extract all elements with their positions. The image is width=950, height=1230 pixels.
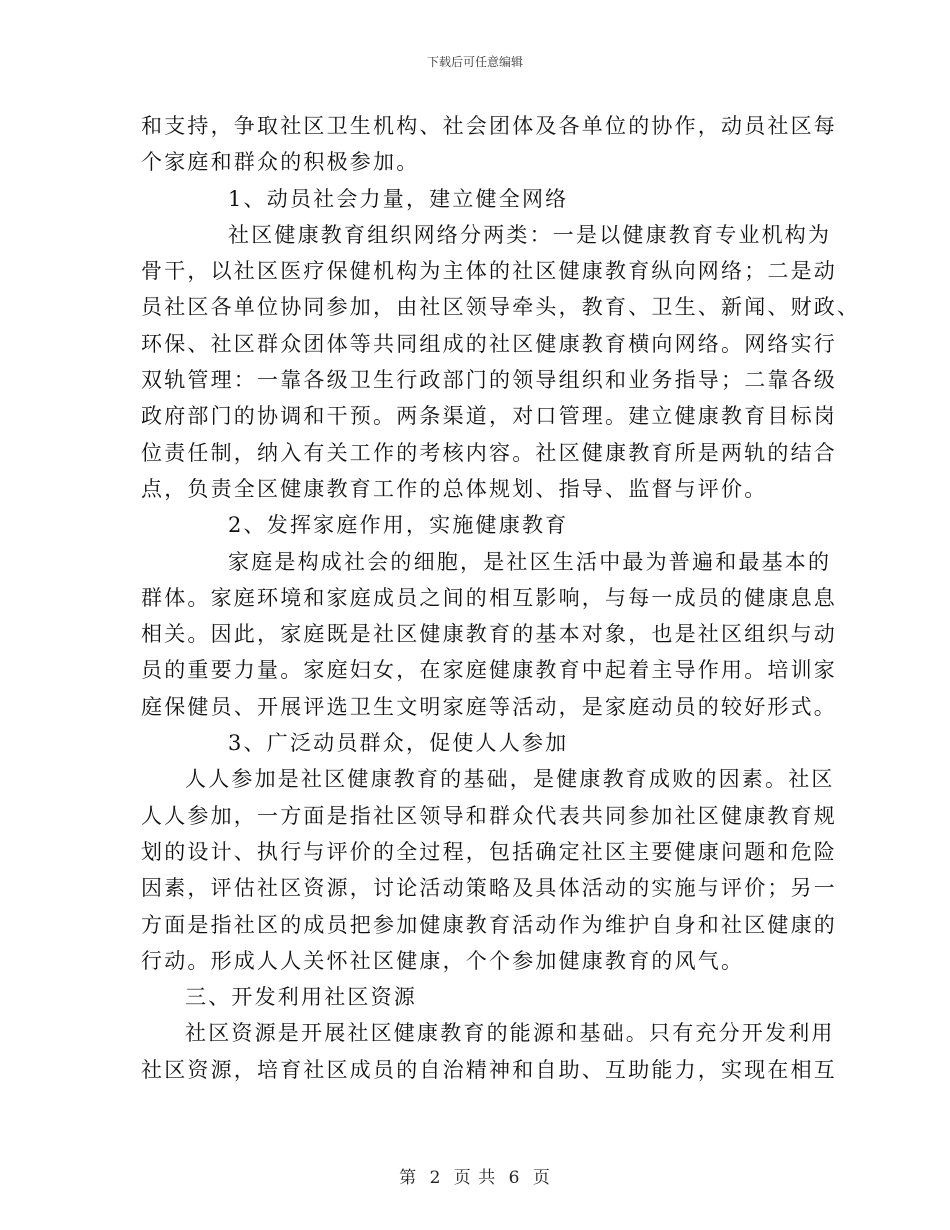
paragraph-line: 庭保健员、开展评选卫生文明家庭等活动，是家庭动员的较好形式。: [141, 694, 837, 719]
footer-prefix: 第: [399, 1168, 418, 1188]
total-pages-number: 6: [508, 1168, 521, 1188]
paragraph-line: 社区健康教育组织网络分两类：一是以健康教育专业机构为: [228, 222, 832, 247]
paragraph-line: 群体。家庭环境和家庭成员之间的相互影响，与每一成员的健康息息: [141, 585, 837, 610]
section-heading: 3、广泛动员群众，促使人人参加: [228, 731, 569, 756]
section-heading: 三、开发利用社区资源: [185, 985, 417, 1010]
paragraph-line: 位责任制，纳入有关工作的考核内容。社区健康教育所是两轨的结合: [141, 440, 837, 465]
section-heading: 2、发挥家庭作用，实施健康教育: [228, 513, 569, 538]
paragraph-line: 双轨管理：一靠各级卫生行政部门的领导组织和业务指导；二靠各级: [141, 368, 837, 393]
footer-suffix: 页: [532, 1168, 551, 1188]
section-heading: 1、动员社会力量，建立健全网络: [228, 186, 569, 211]
paragraph-line: 政府部门的协调和干预。两条渠道，对口管理。建立健康教育目标岗: [141, 404, 837, 429]
paragraph-line: 家庭是构成社会的细胞，是社区生活中最为普遍和最基本的: [228, 549, 832, 574]
paragraph-line: 人人参加是社区健康教育的基础，是健康教育成败的因素。社区: [185, 767, 835, 792]
page-footer: [0, 1163, 950, 1188]
paragraph-line: 划的设计、执行与评价的全过程，包括确定社区主要健康问题和危险: [141, 839, 837, 864]
paragraph-line: 个家庭和群众的积极参加。: [141, 150, 420, 175]
paragraph-line: 社区资源，培育社区成员的自治精神和自助、互助能力，实现在相互: [141, 1057, 837, 1082]
paragraph-line: 员的重要力量。家庭妇女，在家庭健康教育中起着主导作用。培训家: [141, 658, 837, 683]
paragraph-line: 环保、社区群众团体等共同组成的社区健康教育横向网络。网络实行: [141, 331, 837, 356]
paragraph-line: 社区资源是开展社区健康教育的能源和基础。只有充分开发利用: [185, 1021, 835, 1046]
paragraph-line: 人人参加，一方面是指社区领导和群众代表共同参加社区健康教育规: [141, 803, 837, 828]
footer-middle: 页 共: [453, 1168, 497, 1188]
header-note: 下载后可任意编辑: [426, 55, 523, 69]
paragraph-line: 方面是指社区的成员把参加健康教育活动作为维护自身和社区健康的: [141, 912, 837, 937]
paragraph-line: 因素，评估社区资源，讨论活动策略及具体活动的实施与评价；另一: [141, 876, 837, 901]
paragraph-line: 行动。形成人人关怀社区健康，个个参加健康教育的风气。: [141, 948, 745, 973]
paragraph-line: 和支持，争取社区卫生机构、社会团体及各单位的协作，动员社区每: [141, 114, 837, 138]
current-page-number: 2: [429, 1168, 442, 1188]
paragraph-line: 点，负责全区健康教育工作的总体规划、指导、监督与评价。: [141, 476, 768, 501]
document-body: [141, 108, 861, 1088]
paragraph-line: 员社区各单位协同参加，由社区领导牵头，教育、卫生、新闻、财政、: [141, 295, 861, 320]
paragraph-line: 相关。因此，家庭既是社区健康教育的基本对象，也是社区组织与动: [141, 622, 837, 647]
paragraph-line: 骨干，以社区医疗保健机构为主体的社区健康教育纵向网络；二是动: [141, 259, 837, 284]
